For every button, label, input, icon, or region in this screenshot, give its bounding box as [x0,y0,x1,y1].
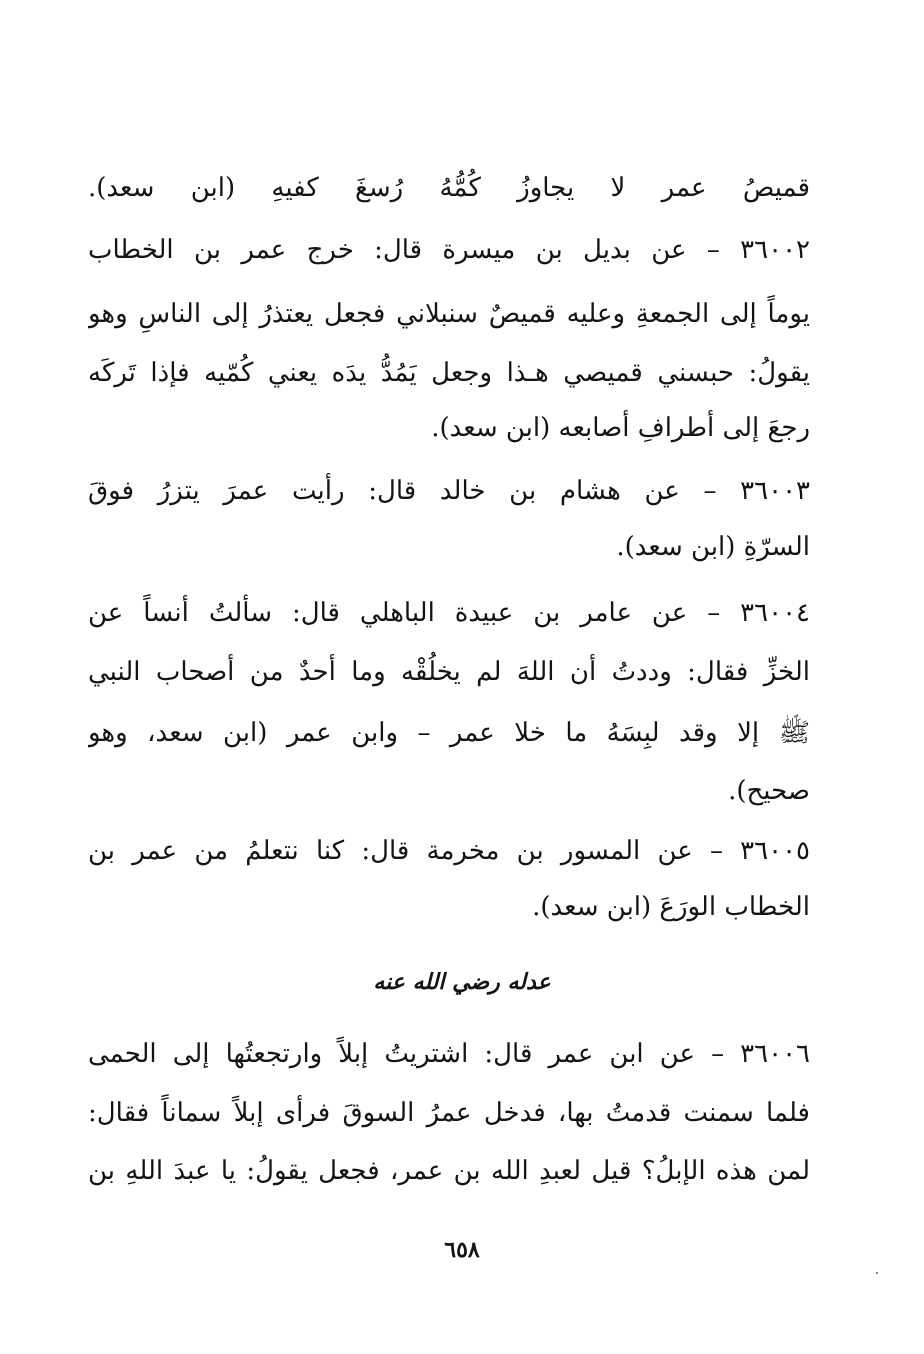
text-line-7: السرّةِ (ابن سعد). [616,532,810,562]
text-line-16: لمن هذه الإبلُ؟ قيل لعبدِ الله بن عمر، فجعل يقولُ: يا عبدَ اللهِ بن [88,1156,810,1186]
text-line-11: صحيح). [728,776,810,806]
text-line-10: ﷺ إلا وقد لبِسَهُ ما خلا عمر – وابن عمر (ابن سعد، وهو [88,718,810,748]
text-line-6: ٣٦٠٠٣ – عن هشام بن خالد قال: رأيت عمرَ يتزرُ فوقَ [88,476,810,506]
text-line-9: الخزِّ فقال: وددتُ أن اللهَ لم يخلُقْه وما أحدٌ من أصحاب النبي [88,657,810,687]
text-line-12: ٣٦٠٠٥ – عن المسور بن مخرمة قال: كنا نتعلمُ من عمر بن [88,836,810,866]
text-line-13: الخطاب الورَعَ (ابن سعد). [532,892,810,922]
text-line-3: يوماً إلى الجمعةِ وعليه قميصٌ سنبلاني فجعل يعتذرُ إلى الناسِ وهو [88,299,810,329]
text-line-4: يقولُ: حبسني قميصي هـذا وجعل يَمُدُّ يدَه يعني كُمّيه فإذا تَركَه [88,358,810,388]
text-line-8: ٣٦٠٠٤ – عن عامر بن عبيدة الباهلي قال: سألتُ أنساً عن [88,598,810,628]
paper-speck [876,1272,878,1274]
section-heading: عدله رضي الله عنه [373,969,551,995]
text-line-2: ٣٦٠٠٢ – عن بديل بن ميسرة قال: خرج عمر بن الخطاب [88,235,810,265]
text-line-5: رجعَ إلى أطرافِ أصابعه (ابن سعد). [431,413,810,443]
text-line-15: فلما سمنت قدمتُ بها، فدخل عمرُ السوقَ فرأى إبلاً سماناً فقال: [88,1098,810,1128]
text-line-14: ٣٦٠٠٦ – عن ابن عمر قال: اشتريتُ إبلاً وارتجعتُها إلى الحمى [88,1039,810,1069]
page-number: ٦٥٨ [444,1237,480,1263]
text-line-1: قميصُ عمر لا يجاوزُ كُمُّهُ رُسغَ كفيهِ (ابن سعد). [88,173,810,203]
